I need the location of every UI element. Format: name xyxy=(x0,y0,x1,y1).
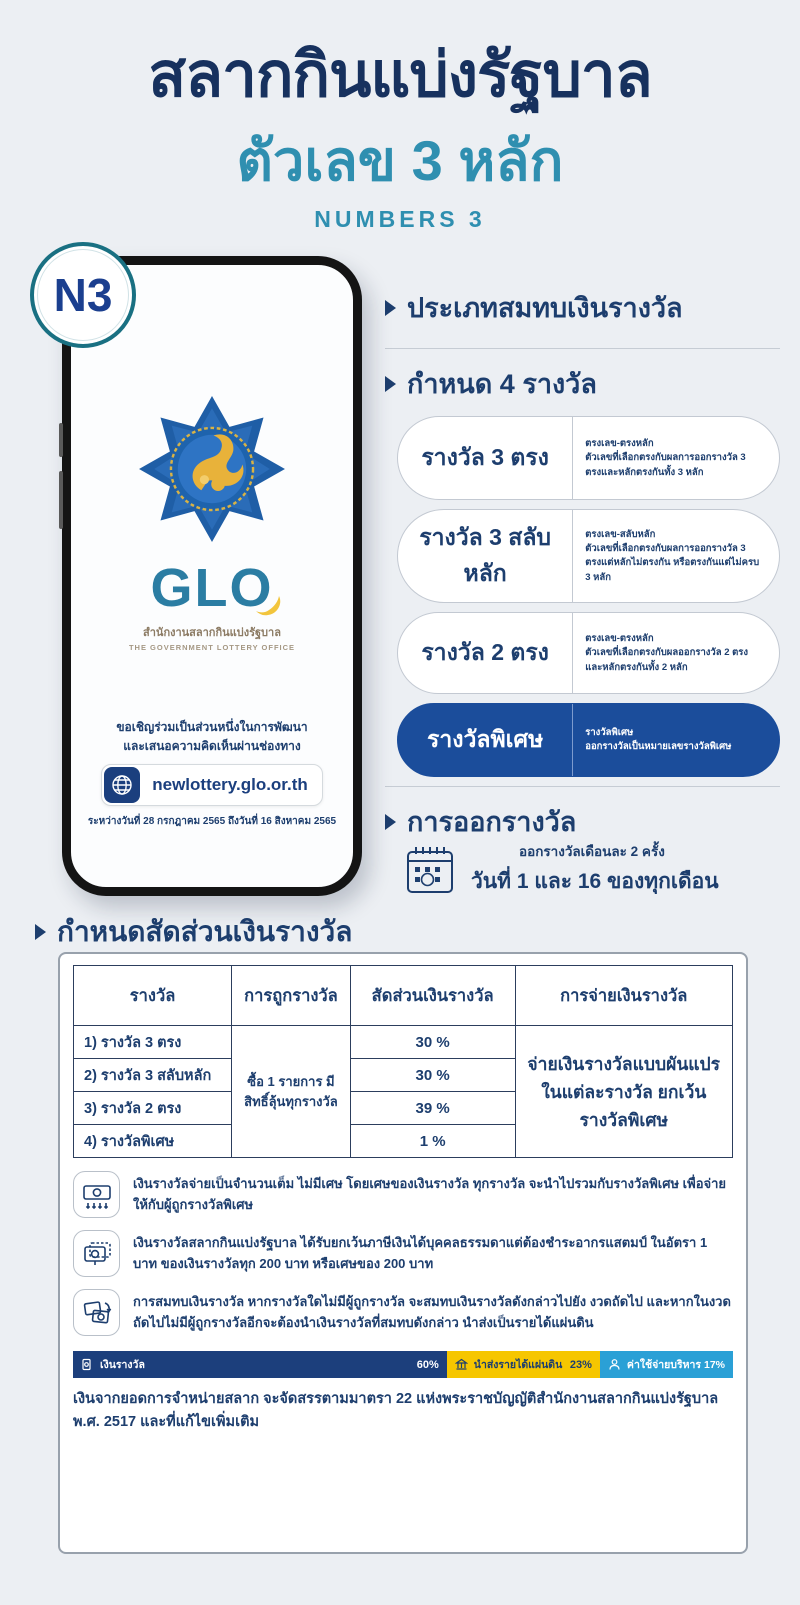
page-subtitle-english: NUMBERS 3 xyxy=(314,206,486,232)
triangle-bullet-icon xyxy=(385,814,396,830)
note-item xyxy=(73,1171,733,1218)
note-text: การสมทบเงินรางวัล หากรางวัลใดไม่มีผู้ถูกรางวัล จะสมทบเงินรางวัลดังกล่าวไปยัง งวดถัดไป และหากในงวดถัดไปไม่มีผู้ถูกรางวัลอีกจะต้องนำเงินรางวัลที่สมทบดังกล่าว นำส่งเป็นรายได้แผ่นดิน xyxy=(133,1294,731,1330)
legal-footnote: เงินจากยอดการจำหน่ายสลาก จะจัดสรรตามมาตรา 22 แห่งพระราชบัญญัติสำนักงานสลากกินแบ่งรัฐบาล พ.ศ. 2517 และที่แก้ไขเพิ่มเติม xyxy=(73,1391,719,1431)
prize-row-share: 1 % xyxy=(350,1125,515,1158)
draw-schedule-text xyxy=(471,840,719,898)
notes-list xyxy=(73,1171,733,1336)
allocation-bar xyxy=(73,1351,733,1378)
invitation-line1: ขอเชิญร่วมเป็นส่วนหนึ่งในการพัฒนา xyxy=(116,720,308,734)
page-subtitle-thai: ตัวเลข 3 หลัก xyxy=(236,129,564,192)
prize-row-share: 30 % xyxy=(350,1059,515,1092)
allocation-value: 23% xyxy=(569,1358,592,1371)
carry-over-icon xyxy=(73,1289,120,1336)
website-button[interactable] xyxy=(101,764,323,806)
prize-desc-text: ตัวเลขที่เลือกตรงกับผลการออกรางวัล 3 ตรงแต่หลักไม่ตรงกัน หรือตรงกันแต่ไม่ครบ 3 หลัก xyxy=(585,543,760,583)
prize-name: รางวัล 2 ตรง xyxy=(398,613,573,693)
prize-row-name: 3) รางวัล 2 ตรง xyxy=(74,1092,232,1125)
section-four-prizes-title: กำหนด 4 รางวัล xyxy=(407,369,597,399)
proportion-card xyxy=(58,952,748,1554)
table-header-row xyxy=(74,966,733,1026)
globe-icon xyxy=(104,767,140,803)
prize-description xyxy=(573,417,779,499)
prize-pill-list xyxy=(397,416,780,777)
draw-frequency: ออกรางวัลเดือนละ 2 ครั้ง xyxy=(519,844,665,859)
allocation-segment-admin xyxy=(600,1351,733,1378)
note-item xyxy=(73,1230,733,1277)
section-draw xyxy=(385,800,576,843)
prize-pill-2-straight xyxy=(397,612,780,694)
col-header-share: สัดส่วนเงินรางวัล xyxy=(350,966,515,1026)
prize-pill-3-straight xyxy=(397,416,780,500)
prize-desc-title: ตรงเลข-ตรงหลัก xyxy=(585,438,654,450)
note-text: เงินรางวัลสลากกินแบ่งรัฐบาล ได้รับยกเว้นภาษีเงินได้บุคคลธรรมดาแต่ต้องชำระอากรแสตมป์ ในอัตรา 1 บาท ของเงินรางวัลทุก 200 บาท หรือเศษของ 200 บาท xyxy=(133,1235,708,1271)
winning-method-cell: ซื้อ 1 รายการ มีสิทธิ์ลุ้นทุกรางวัล xyxy=(232,1026,351,1158)
invitation-line2: และเสนอความคิดเห็นผ่านช่องทาง xyxy=(123,738,301,753)
triangle-bullet-icon xyxy=(385,300,396,316)
col-header-prize: รางวัล xyxy=(74,966,232,1026)
divider xyxy=(385,786,780,787)
prize-pill-3-shuffle xyxy=(397,509,780,603)
government-building-icon xyxy=(455,1358,468,1371)
page-title: สลากกินแบ่งรัฐบาล xyxy=(148,41,652,110)
triangle-bullet-icon xyxy=(35,924,46,940)
coins-icon xyxy=(81,1358,94,1371)
table-row xyxy=(74,1026,733,1059)
note-item xyxy=(73,1289,733,1336)
triangle-bullet-icon xyxy=(385,376,396,392)
allocation-segment-prize xyxy=(73,1351,447,1378)
prize-row-name: 2) รางวัล 3 สลับหลัก xyxy=(74,1059,232,1092)
prize-desc-text: ตัวเลขที่เลือกตรงกับผลการออกรางวัล 3 ตรงและหลักตรงกันทั้ง 3 หลัก xyxy=(585,452,746,478)
calendar-icon xyxy=(403,842,457,896)
allocation-label: นำส่งรายได้แผ่นดิน xyxy=(473,1359,563,1371)
phone-side-button xyxy=(59,423,63,457)
prize-pill-special xyxy=(397,703,780,777)
section-proportion-title: กำหนดสัดส่วนเงินรางวัล xyxy=(57,916,353,947)
prize-desc-title: ตรงเลข-สลับหลัก xyxy=(585,529,656,541)
money-payout-icon xyxy=(73,1171,120,1218)
section-four-prizes xyxy=(385,362,597,405)
note-text: เงินรางวัลจ่ายเป็นจำนวนเต็ม ไม่มีเศษ โดยเศษของเงินรางวัล ทุกรางวัล จะนำไปรวมกับรางวัลพิเศษ เพื่อจ่ายให้กับผู้ถูกรางวัลพิเศษ xyxy=(133,1176,727,1212)
section-draw-title: การออกรางวัล xyxy=(407,807,577,837)
col-header-payment: การจ่ายเงินรางวัล xyxy=(515,966,732,1026)
allocation-label: ค่าใช้จ่ายบริหาร 17% xyxy=(626,1359,725,1371)
allocation-value: 60% xyxy=(416,1358,439,1371)
prize-name: รางวัล 3 สลับหลัก xyxy=(398,510,573,602)
phone-mockup xyxy=(62,256,362,896)
section-prize-type xyxy=(385,286,683,329)
prize-proportion-table xyxy=(73,965,733,1158)
feedback-date-range: ระหว่างวันที่ 28 กรกฎาคม 2565 ถึงวันที่ 16 สิงหาคม 2565 xyxy=(87,816,337,828)
draw-days: วันที่ 1 และ 16 ของทุกเดือน xyxy=(471,870,719,893)
prize-row-share: 39 % xyxy=(350,1092,515,1125)
website-url: newlottery.glo.or.th xyxy=(152,775,308,795)
glo-org-name-english: THE GOVERNMENT LOTTERY OFFICE xyxy=(128,643,296,652)
prize-description xyxy=(573,510,779,602)
prize-desc-text: ตัวเลขที่เลือกตรงกับผลออกรางวัล 2 ตรง และหลักตรงกันทั้ง 2 หลัก xyxy=(585,647,749,673)
prize-row-share: 30 % xyxy=(350,1026,515,1059)
draw-schedule xyxy=(403,840,719,898)
management-icon xyxy=(608,1358,621,1371)
glo-crescent-icon xyxy=(252,587,282,617)
prize-desc-title: รางวัลพิเศษ xyxy=(585,727,634,739)
glo-logo xyxy=(151,557,274,619)
prize-row-name: 4) รางวัลพิเศษ xyxy=(74,1125,232,1158)
n3-badge-label: N3 xyxy=(53,269,113,321)
section-proportion xyxy=(35,910,352,954)
phone-side-button xyxy=(59,471,63,529)
payment-cell: จ่ายเงินรางวัลแบบผันแปร ในแต่ละรางวัล ยกเว้น รางวัลพิเศษ xyxy=(515,1026,732,1158)
prize-description xyxy=(573,704,779,776)
section-prize-type-title: ประเภทสมทบเงินรางวัล xyxy=(407,293,683,323)
allocation-label: เงินรางวัล xyxy=(100,1359,145,1371)
tax-stamp-icon xyxy=(73,1230,120,1277)
prize-name: รางวัล 3 ตรง xyxy=(398,417,573,499)
prize-name: รางวัลพิเศษ xyxy=(398,704,573,776)
prize-desc-text: ออกรางวัลเป็นหมายเลขรางวัลพิเศษ xyxy=(585,741,732,753)
n3-badge xyxy=(30,242,136,348)
glo-org-name-thai: สำนักงานสลากกินแบ่งรัฐบาล xyxy=(143,627,281,639)
prize-row-name: 1) รางวัล 3 ตรง xyxy=(74,1026,232,1059)
prize-description xyxy=(573,613,779,693)
divider xyxy=(385,348,780,349)
allocation-segment-state-revenue xyxy=(447,1351,600,1378)
prize-desc-title: ตรงเลข-ตรงหลัก xyxy=(585,633,654,645)
glo-emblem-icon xyxy=(136,393,288,545)
invitation-text xyxy=(116,718,307,755)
col-header-winning: การถูกรางวัล xyxy=(232,966,351,1026)
glo-logo-text: GLO xyxy=(150,558,274,618)
